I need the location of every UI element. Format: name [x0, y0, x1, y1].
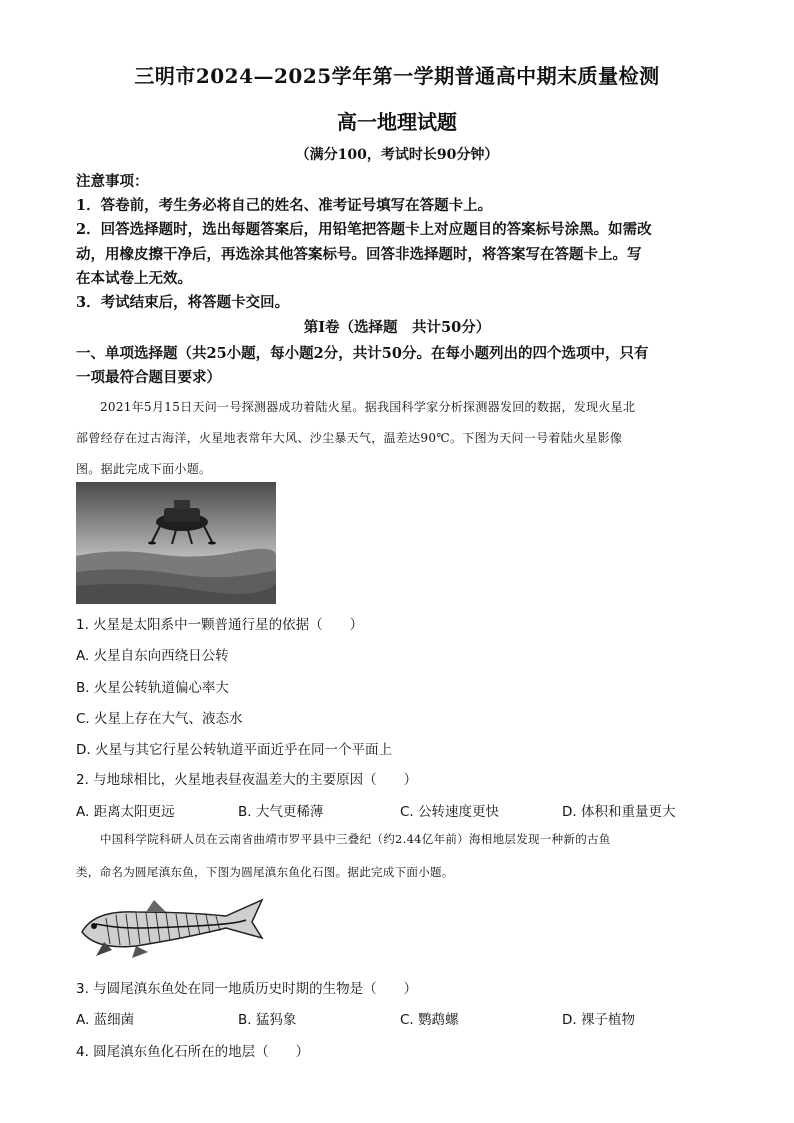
question-2-option-a: A. 距离太阳更远	[76, 804, 175, 820]
question-2-option-c: C. 公转速度更快	[400, 804, 500, 820]
question-1-stem: 1. 火星是太阳系中一颗普通行星的依据（ ）	[76, 617, 364, 633]
fish-fossil-image	[76, 894, 264, 960]
notice-item-2-line-2: 动，用橡皮擦干净后，再选涂其他答案标号。回答非选择题时，将答案写在答题卡上。写	[76, 246, 642, 263]
section-instruction-line-1: 一、单项选择题（共25小题，每小题2分，共计50分。在每小题列出的四个选项中，只有	[76, 345, 649, 362]
mars-lander-image	[76, 482, 276, 604]
question-1-option-a: A. 火星自东向西绕日公转	[76, 648, 229, 664]
question-3-option-c: C. 鹦鹉螺	[400, 1012, 459, 1028]
notice-item-3: 3．考试结束后，将答题卡交回。	[76, 294, 290, 311]
question-3-option-b: B. 猛犸象	[238, 1012, 297, 1028]
exam-title: 三明市2024—2025学年第一学期普通高中期末质量检测	[134, 64, 660, 88]
question-1-option-b: B. 火星公转轨道偏心率大	[76, 680, 229, 696]
notice-item-2-line-3: 在本试卷上无效。	[76, 270, 192, 287]
mars-lander-photo	[76, 482, 276, 604]
passage-1-line-2: 部曾经存在过古海洋，火星地表常年大风、沙尘暴天气，温差达90℃。下图为天问一号着陆火星影像	[76, 431, 623, 445]
question-1-option-d: D. 火星与其它行星公转轨道平面近乎在同一个平面上	[76, 742, 392, 758]
question-1-option-c: C. 火星上存在大气、液态水	[76, 711, 243, 727]
question-2-option-b: B. 大气更稀薄	[238, 804, 324, 820]
question-2-stem: 2. 与地球相比，火星地表昼夜温差大的主要原因（ ）	[76, 772, 418, 788]
notice-item-2-line-1: 2．回答选择题时，选出每题答案后，用铅笔把答题卡上对应题目的答案标号涂黑。如需改	[76, 221, 652, 238]
section-title: 第Ⅰ卷（选择题 共计50分）	[303, 319, 491, 336]
question-2-option-d: D. 体积和重量更大	[562, 804, 676, 820]
notice-heading: 注意事项：	[76, 173, 149, 190]
passage-1-line-1: 2021年5月15日天问一号探测器成功着陆火星。据我国科学家分析探测器发回的数据，发现火星北	[100, 400, 636, 414]
passage-1-line-3: 图。据此完成下面小题。	[76, 462, 212, 476]
question-4-stem: 4. 圆尾滇东鱼化石所在的地层（ ）	[76, 1044, 310, 1060]
exam-subtitle: 高一地理试题	[337, 110, 457, 134]
passage-2-line-2: 类，命名为圆尾滇东鱼，下图为圆尾滇东鱼化石图。据此完成下面小题。	[76, 865, 454, 879]
exam-meta: （满分100，考试时长90分钟）	[295, 147, 499, 163]
notice-item-1: 1．答卷前，考生务必将自己的姓名、准考证号填写在答题卡上。	[76, 197, 493, 214]
fish-fossil-photo	[76, 894, 264, 960]
question-3-option-a: A. 蓝细菌	[76, 1012, 135, 1028]
section-instruction-line-2: 一项最符合题目要求）	[76, 369, 221, 386]
passage-2-line-1: 中国科学院科研人员在云南省曲靖市罗平县中三叠纪（约2.44亿年前）海相地层发现一种新的古鱼	[100, 832, 611, 846]
question-3-option-d: D. 裸子植物	[562, 1012, 635, 1028]
question-3-stem: 3. 与圆尾滇东鱼处在同一地质历史时期的生物是（ ）	[76, 981, 418, 997]
